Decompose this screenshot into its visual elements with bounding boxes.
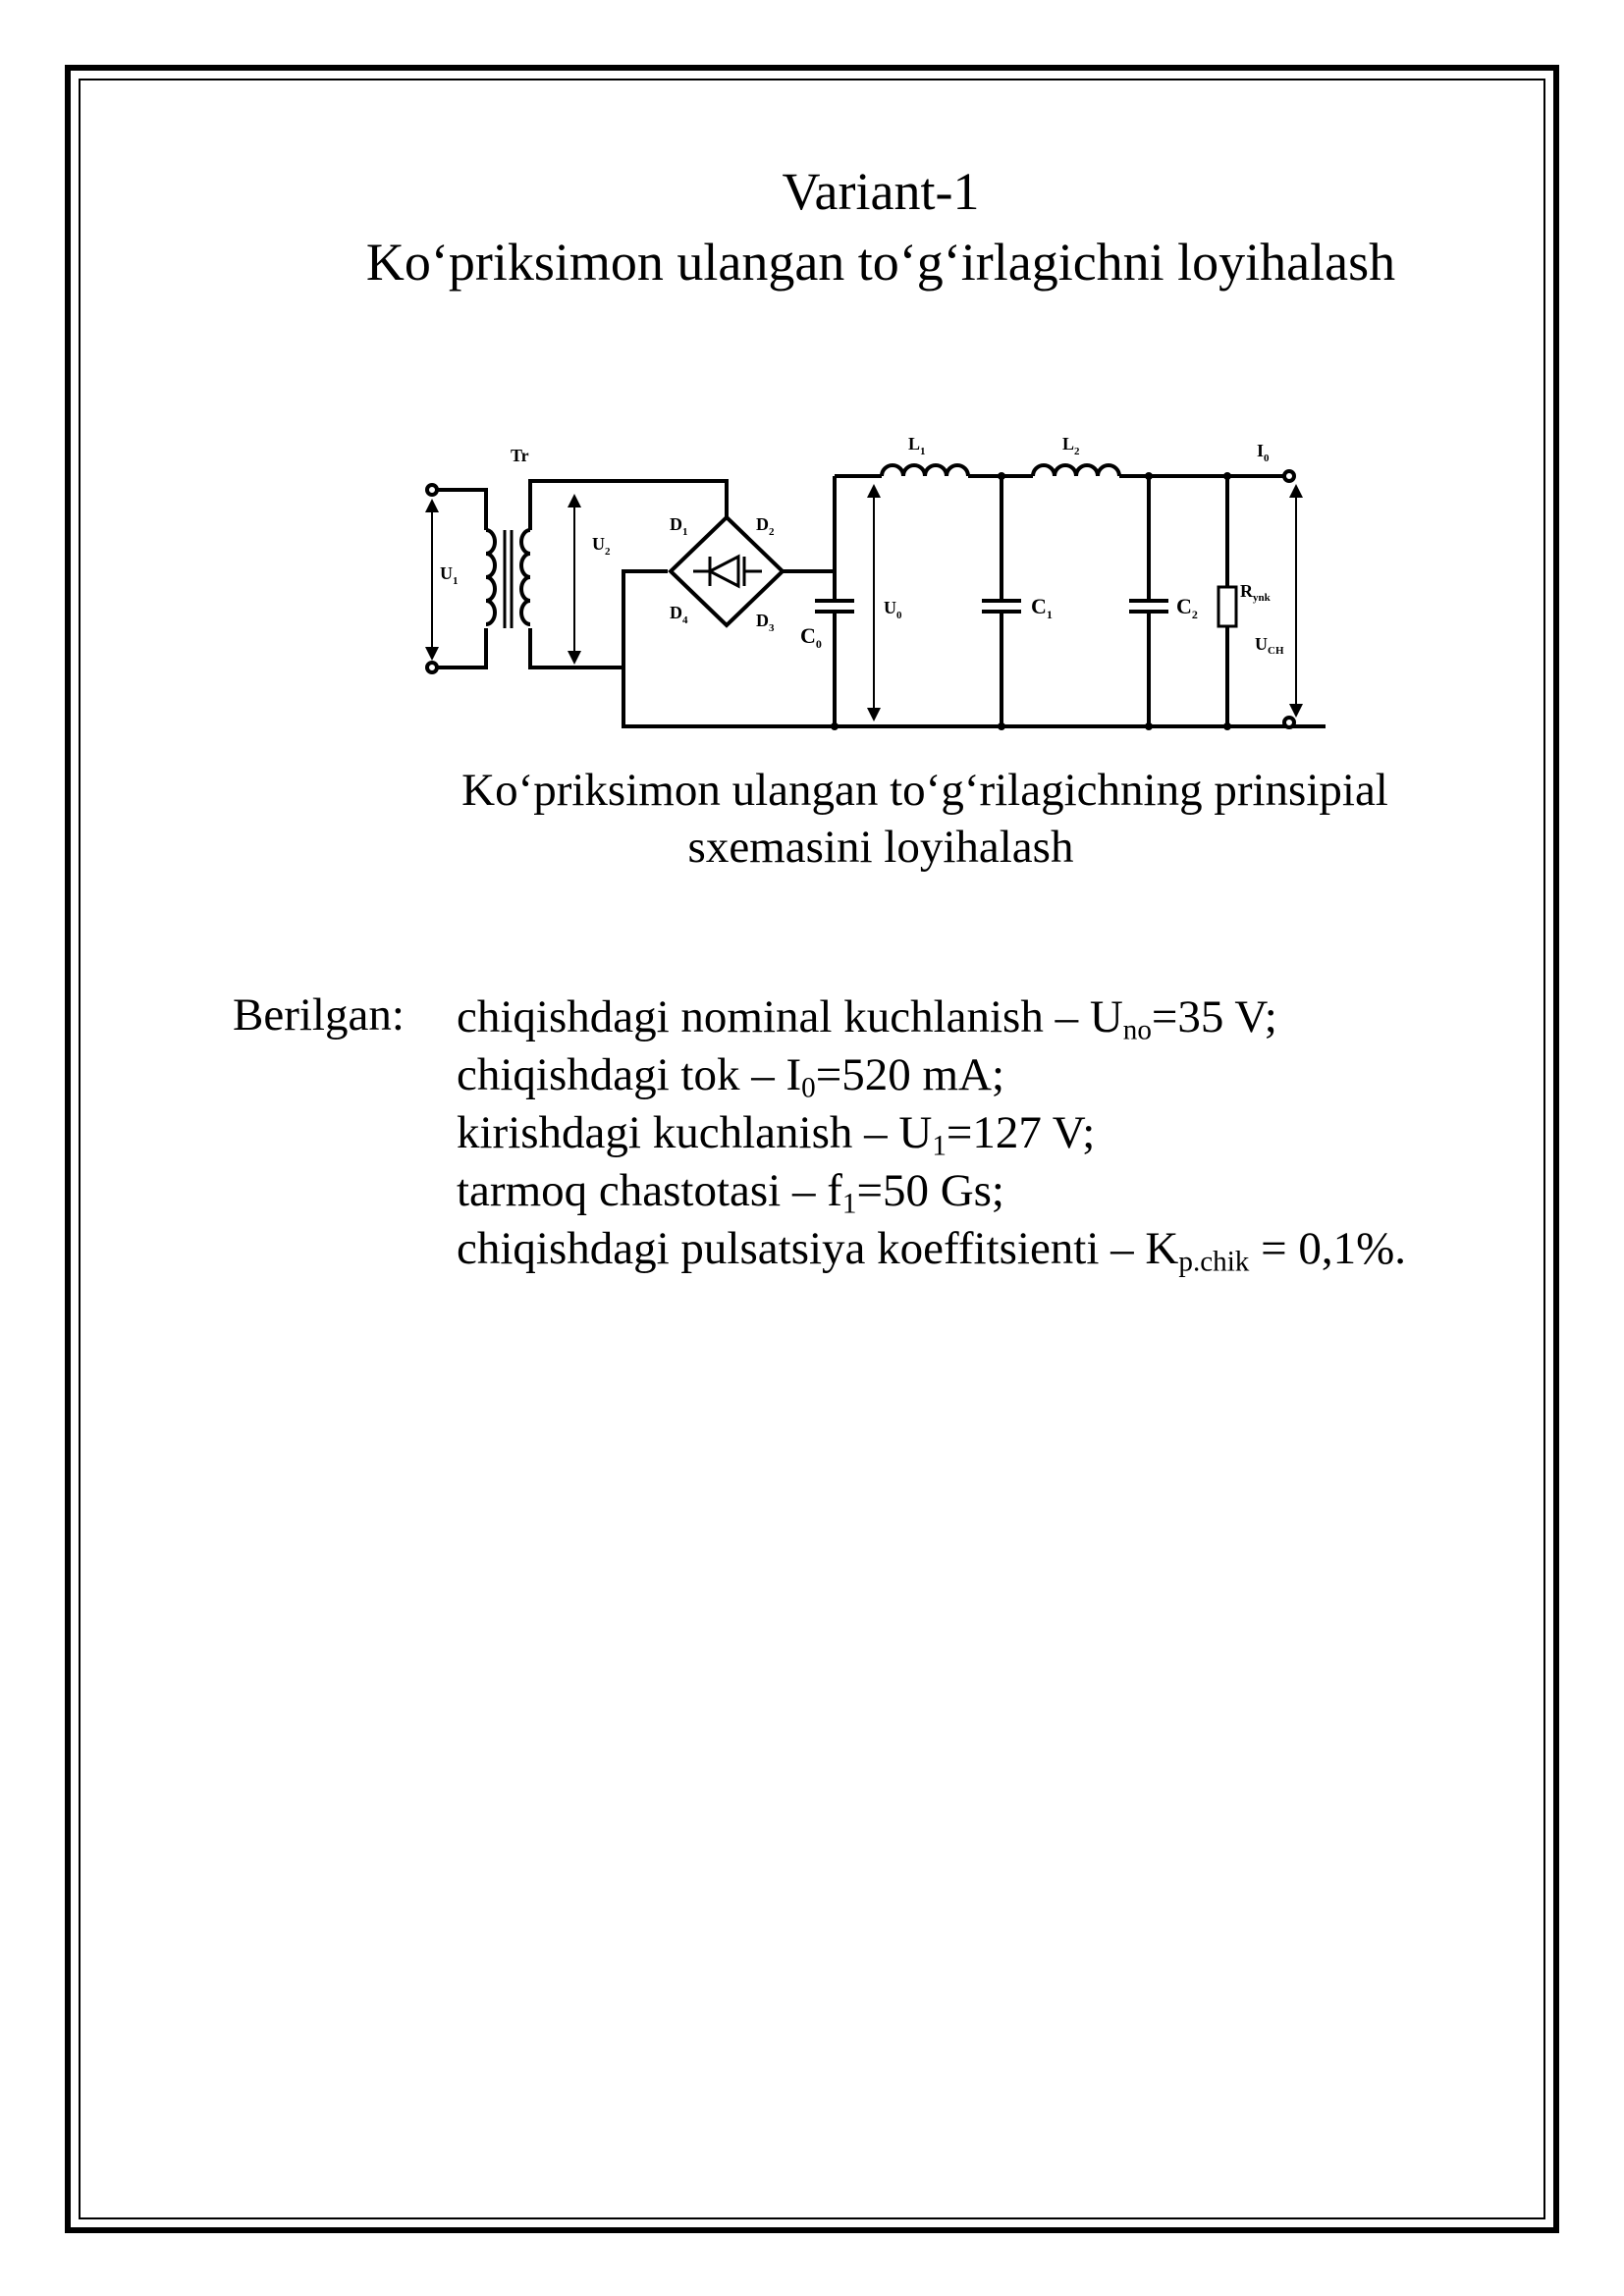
d4-label: $D_4$ <box>670 603 688 626</box>
u0-label: $U_0$ <box>884 598 902 621</box>
primary-winding <box>486 530 495 624</box>
capacitor-c2 <box>1129 476 1168 726</box>
output-terminal-bottom <box>1284 718 1294 727</box>
l1-label: $L_1$ <box>908 434 926 457</box>
given-item: kirishdagi kuchlanish – $U_1=127$ V; <box>457 1107 1096 1162</box>
diagram-caption <box>0 762 1624 876</box>
input-terminal-top <box>427 485 437 495</box>
d2-label: $D_2$ <box>756 514 775 538</box>
topic-title: Ko‘priksimon ulangan to‘g‘irlagichni loyihalash <box>365 233 1396 292</box>
u1-label: $U_1$ <box>440 563 459 587</box>
given-item: chiqishdagi nominal kuchlanish – $U_{no}=35$ V; <box>457 991 1277 1046</box>
inductor-l2 <box>1033 465 1119 476</box>
secondary-wires <box>530 481 727 667</box>
caption-line-2: sxemasini loyihalash <box>687 822 1074 873</box>
i0-label: $I_0$ <box>1257 441 1270 464</box>
d1-label: $D_1$ <box>670 514 688 538</box>
secondary-winding <box>521 530 530 624</box>
l2-label: $L_2$ <box>1062 434 1080 457</box>
capacitor-c1 <box>982 476 1021 726</box>
rectifier-circuit-diagram <box>412 422 1326 736</box>
caption-line-1: Ko‘priksimon ulangan to‘g‘rilagichning prinsipial <box>461 765 1388 816</box>
capacitor-c0 <box>815 476 854 726</box>
uchiq-label: $U_{CH}$ <box>1255 634 1284 657</box>
inductor-l1 <box>882 465 968 476</box>
given-label: Berilgan: <box>233 989 405 1041</box>
given-item: chiqishdagi tok – $I_0=520$ mA; <box>457 1049 1005 1104</box>
variant-title: Variant-1 <box>782 162 980 221</box>
c2-label: $C_2$ <box>1176 594 1198 621</box>
ground-rail <box>623 667 1326 726</box>
bridge-plus-wire <box>783 476 835 571</box>
bridge-diode-symbol <box>710 557 744 586</box>
c1-label: $C_1$ <box>1031 594 1053 621</box>
c0-label: $C_0$ <box>800 623 822 651</box>
tr-label: Tr <box>511 446 529 465</box>
rynk-label: $R_{ynk}$ <box>1240 581 1271 604</box>
given-item: tarmoq chastotasi – $f_1=50$ Gs; <box>457 1165 1004 1220</box>
d3-label: $D_3$ <box>756 611 775 634</box>
u2-label: $U_2$ <box>592 534 611 558</box>
given-list <box>457 988 1406 1278</box>
load-resistor <box>1218 587 1236 626</box>
given-item: chiqishdagi pulsatsiya koeffitsienti – $K_{p.chik} = 0,1\%$. <box>457 1223 1407 1278</box>
output-terminal-top <box>1284 471 1294 481</box>
input-terminal-bottom <box>427 663 437 672</box>
